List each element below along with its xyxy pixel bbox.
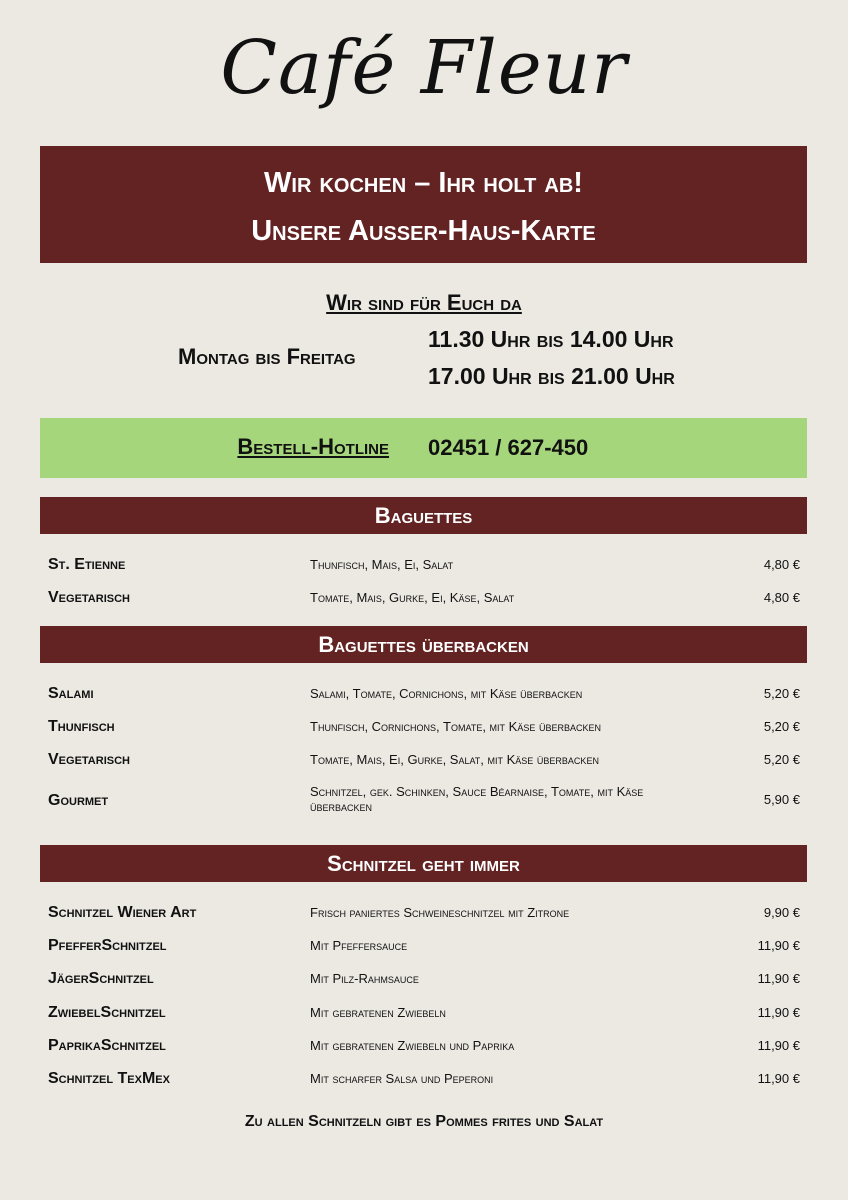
opening-time-lunch: 11.30 Uhr bis 14.00 Uhr xyxy=(428,326,674,352)
item-price: 11,90 € xyxy=(757,1071,800,1086)
item-price: 11,90 € xyxy=(757,1038,800,1053)
section-header-schnitzel: Schnitzel geht immer xyxy=(40,845,807,882)
item-price: 4,80 € xyxy=(763,557,800,572)
item-description: Mit scharfer Salsa und Peperoni xyxy=(310,1071,494,1086)
item-price: 5,20 € xyxy=(763,752,800,767)
cafe-logo: Café Fleur xyxy=(220,25,628,111)
item-price: 5,90 € xyxy=(763,792,800,807)
item-price: 5,20 € xyxy=(763,719,800,734)
item-name: ZwiebelSchnitzel xyxy=(48,1004,166,1021)
item-description: Mit gebratenen Zwiebeln xyxy=(310,1005,446,1020)
item-name: Schnitzel TexMex xyxy=(48,1070,170,1087)
item-description: Frisch paniertes Schweineschnitzel mit Zitrone xyxy=(310,905,570,920)
item-description: Schnitzel, gek. Schinken, Sauce Béarnaise, Tomate, mit Käse überbacken xyxy=(310,784,644,814)
item-price: 11,90 € xyxy=(757,971,800,986)
item-price: 11,90 € xyxy=(757,1005,800,1020)
item-name: Thunfisch xyxy=(48,718,115,735)
opening-hours-title: Wir sind für Euch da xyxy=(326,290,522,315)
item-price: 9,90 € xyxy=(763,905,800,920)
opening-days: Montag bis Freitag xyxy=(178,344,356,369)
footnote: Zu allen Schnitzeln gibt es Pommes frites und Salat xyxy=(244,1113,604,1130)
item-description: Mit Pfeffersauce xyxy=(310,938,408,953)
item-name: Salami xyxy=(48,685,94,702)
hotline-number[interactable]: 02451 / 627-450 xyxy=(428,435,589,460)
item-name: Vegetarisch xyxy=(48,589,130,606)
item-price: 11,90 € xyxy=(757,938,800,953)
opening-time-evening: 17.00 Uhr bis 21.00 Uhr xyxy=(428,363,675,389)
item-name: Gourmet xyxy=(48,792,109,809)
item-description: Salami, Tomate, Cornichons, mit Käse überbacken xyxy=(310,686,583,701)
item-description: Tomate, Mais, Gurke, Ei, Käse, Salat xyxy=(310,590,515,605)
item-description: Tomate, Mais, Ei, Gurke, Salat, mit Käse überbacken xyxy=(310,752,599,767)
section-header-baguettes-ueberbacken: Baguettes überbacken xyxy=(40,626,807,663)
hotline-label: Bestell-Hotline xyxy=(237,434,389,459)
item-description: Mit gebratenen Zwiebeln und Paprika xyxy=(310,1038,515,1053)
hero-banner xyxy=(40,146,807,263)
item-description: Mit Pilz-Rahmsauce xyxy=(310,971,419,986)
item-price: 4,80 € xyxy=(763,590,800,605)
item-name: Schnitzel Wiener Art xyxy=(48,904,197,921)
item-name: PaprikaSchnitzel xyxy=(48,1037,166,1054)
item-name: Vegetarisch xyxy=(48,751,130,768)
item-description: Thunfisch, Cornichons, Tomate, mit Käse überbacken xyxy=(310,719,601,734)
item-price: 5,20 € xyxy=(763,686,800,701)
hotline-bar xyxy=(40,418,807,478)
item-name: JägerSchnitzel xyxy=(48,970,154,987)
section-header-baguettes: Baguettes xyxy=(40,497,807,534)
hero-line-2: Unsere Außer-Haus-Karte xyxy=(251,215,596,247)
item-name: St. Etienne xyxy=(48,556,126,573)
hero-line-1: Wir kochen – Ihr holt ab! xyxy=(264,167,583,199)
item-name: PfefferSchnitzel xyxy=(48,937,167,954)
item-description: Thunfisch, Mais, Ei, Salat xyxy=(310,557,454,572)
